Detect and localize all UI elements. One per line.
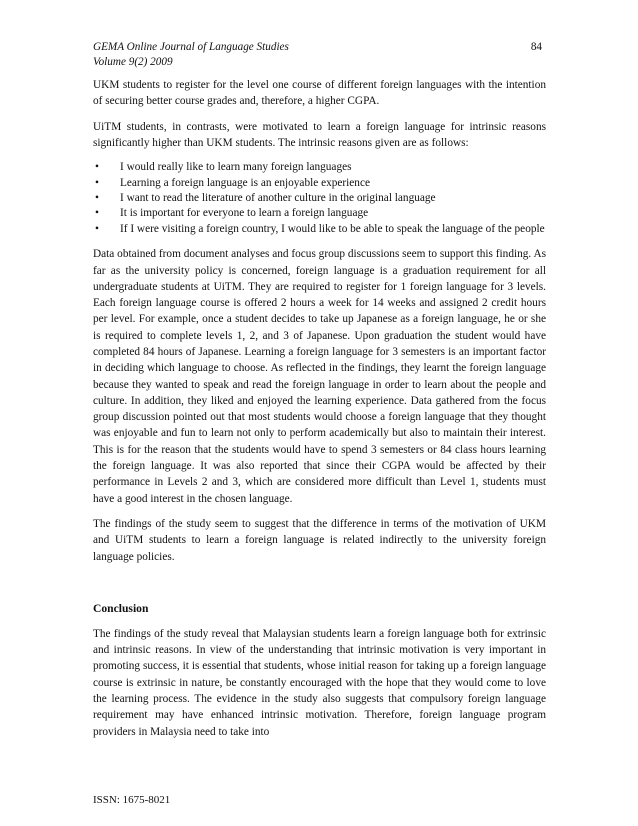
list-item — [95, 206, 546, 221]
section-heading-conclusion: Conclusion — [93, 601, 149, 615]
list-item — [95, 191, 546, 206]
bullet-icon: • — [95, 222, 99, 235]
list-item-text: Learning a foreign language is an enjoyable experience — [120, 176, 370, 189]
paragraph-1: UKM students to register for the level one course of different foreign languages with the intention of securing better course grades and, therefore, a higher CGPA. — [93, 79, 546, 108]
paragraph-2: UiTM students, in contrasts, were motivated to learn a foreign language for intrinsic reasons significantly higher than UKM students. The intrinsic reasons given are as follows: — [93, 120, 546, 149]
list-item-text: If I were visiting a foreign country, I would like to be able to speak the language of the people — [120, 222, 545, 235]
page-body — [93, 40, 546, 740]
list-item — [95, 160, 546, 175]
list-item-text: I want to read the literature of another culture in the original language — [120, 192, 436, 204]
bullet-icon: • — [95, 207, 99, 220]
journal-volume: Volume 9(2) 2009 — [93, 56, 173, 68]
paragraph-5: The findings of the study reveal that Malaysian students learn a foreign language both for extrinsic and intrinsic reasons. In view of the understanding that intrinsic motivation is very important in promoting success, it is essential that students, whose initial reason for taking up a foreign language course is extrinsic in nature, be constantly encouraged with the hope that they would come to love the learning process. The evidence in the study also suggests that compulsory foreign language requirement may have enhanced intrinsic motivation. Therefore, foreign language program providers in Malaysia need to take into — [93, 627, 546, 738]
running-header — [93, 40, 546, 70]
bullet-icon: • — [95, 161, 99, 174]
bullet-icon: • — [95, 176, 99, 189]
page-number: 84 — [530, 41, 542, 53]
list-item-text: It is important for everyone to learn a foreign language — [120, 207, 369, 220]
list-item — [95, 176, 546, 191]
journal-title: GEMA Online Journal of Language Studies — [93, 41, 289, 53]
list-item — [95, 222, 546, 237]
paragraph-4: The findings of the study seem to suggest that the difference in terms of the motivation of UKM and UiTM students to learn a foreign language is related indirectly to the university foreign language policies. — [93, 517, 546, 563]
list-item-text: I would really like to learn many foreign languages — [120, 161, 352, 174]
issn-footer: ISSN: 1675-8021 — [93, 794, 171, 806]
bullet-icon: • — [95, 192, 99, 204]
paragraph-3: Data obtained from document analyses and focus group discussions seem to support this finding. As far as the university policy is concerned, foreign language is a graduation requirement for all undergraduate students at UiTM. They are required to register for 1 foreign language for 3 levels. Each foreign language course is offered 2 hours a week for 14 weeks and assigned 2 credit hours per level. For example, once a student decides to take up Japanese as a foreign language, he or she is required to complete levels 1, 2, and 3 of Japanese. Upon graduation the student would have completed 84 hours of Japanese. Learning a foreign language for 3 semesters is an important factor in deciding which language to choose. As reflected in the findings, they learnt the foreign language because they wanted to speak and read the foreign language in order to learn about the people and culture. In addition, they liked and enjoyed the learning experience. Data gathered from the focus group discussion pointed out that most students would choose a foreign language that they thought was enjoyable and fun to learn not only to perform academically but also to maintain their interest. This is for the reason that the students would have to spend 3 semesters or 84 class hours learning the foreign language. It was also reported that since their CGPA would be affected by their performance in Levels 2 and 3, which are considered more difficult than Level 1, students must have a good interest in the chosen language. — [93, 248, 546, 505]
intrinsic-reasons-list — [93, 160, 546, 237]
